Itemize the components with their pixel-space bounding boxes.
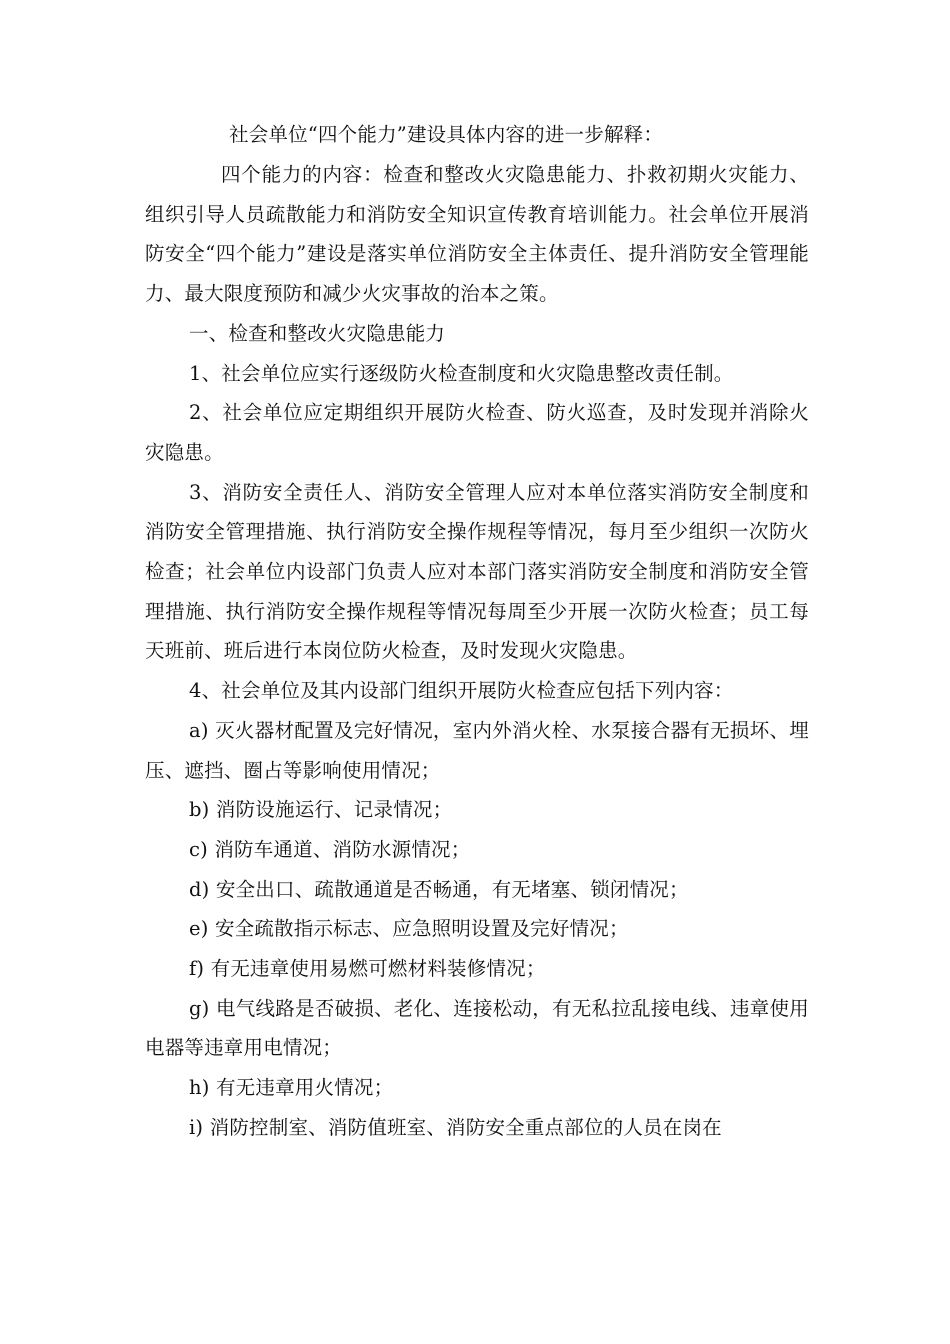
paragraph-item: 1、社会单位应实行逐级防火检查制度和火灾隐患整改责任制。 — [189, 361, 734, 385]
document-title: 社会单位“四个能力”建设具体内容的进一步解释： — [229, 123, 664, 146]
list-item: a) 灭火器材配置及完好情况，室内外消火栓、水泵接合器有无损坏、埋压、遮挡、圈占等影响使用情况； — [145, 718, 809, 782]
document-body — [145, 117, 809, 1148]
list-item: e) 安全疏散指示标志、应急照明设置及完好情况； — [189, 917, 629, 941]
paragraph-item: 3、消防安全责任人、消防安全管理人应对本单位落实消防安全制度和消防安全管理措施、执行消防安全操作规程等情况，每月至少组织一次防火检查；社会单位内设部门负责人应对本部门落实消防安全制度和消防安全管理措施、执行消防安全操作规程等情况每周至少开展一次防火检查；员工每天班前、班后进行本岗位防火检查，及时发现火灾隐患。 — [145, 480, 809, 663]
paragraph-item: 2、社会单位应定期组织开展防火检查、防火巡查，及时发现并消除火灾隐患。 — [145, 401, 809, 464]
list-item: c) 消防车通道、消防水源情况； — [189, 837, 471, 861]
list-item: h) 有无违章用火情况； — [189, 1076, 394, 1100]
list-item: i) 消防控制室、消防值班室、消防安全重点部位的人员在岗在 — [189, 1115, 722, 1139]
paragraph-intro: 四个能力的内容：检查和整改火灾隐患能力、扑救初期火灾能力、组织引导人员疏散能力和消防安全知识宣传教育培训能力。社会单位开展消防安全“四个能力”建设是落实单位消防安全主体责任、提升消防安全管理能力、最大限度预防和减少火灾事故的治本之策。 — [145, 163, 809, 306]
list-item: g) 电气线路是否破损、老化、连接松动，有无私拉乱接电线、违章使用电器等违章用电情况； — [145, 996, 809, 1060]
paragraph-item: 4、社会单位及其内设部门组织开展防火检查应包括下列内容： — [189, 679, 734, 703]
list-item: f) 有无违章使用易燃可燃材料装修情况； — [189, 957, 546, 981]
section-heading: 一、检查和整改火灾隐患能力 — [189, 321, 446, 345]
list-item: d) 安全出口、疏散通道是否畅通，有无堵塞、锁闭情况； — [189, 877, 689, 901]
list-item: b) 消防设施运行、记录情况； — [189, 798, 453, 822]
